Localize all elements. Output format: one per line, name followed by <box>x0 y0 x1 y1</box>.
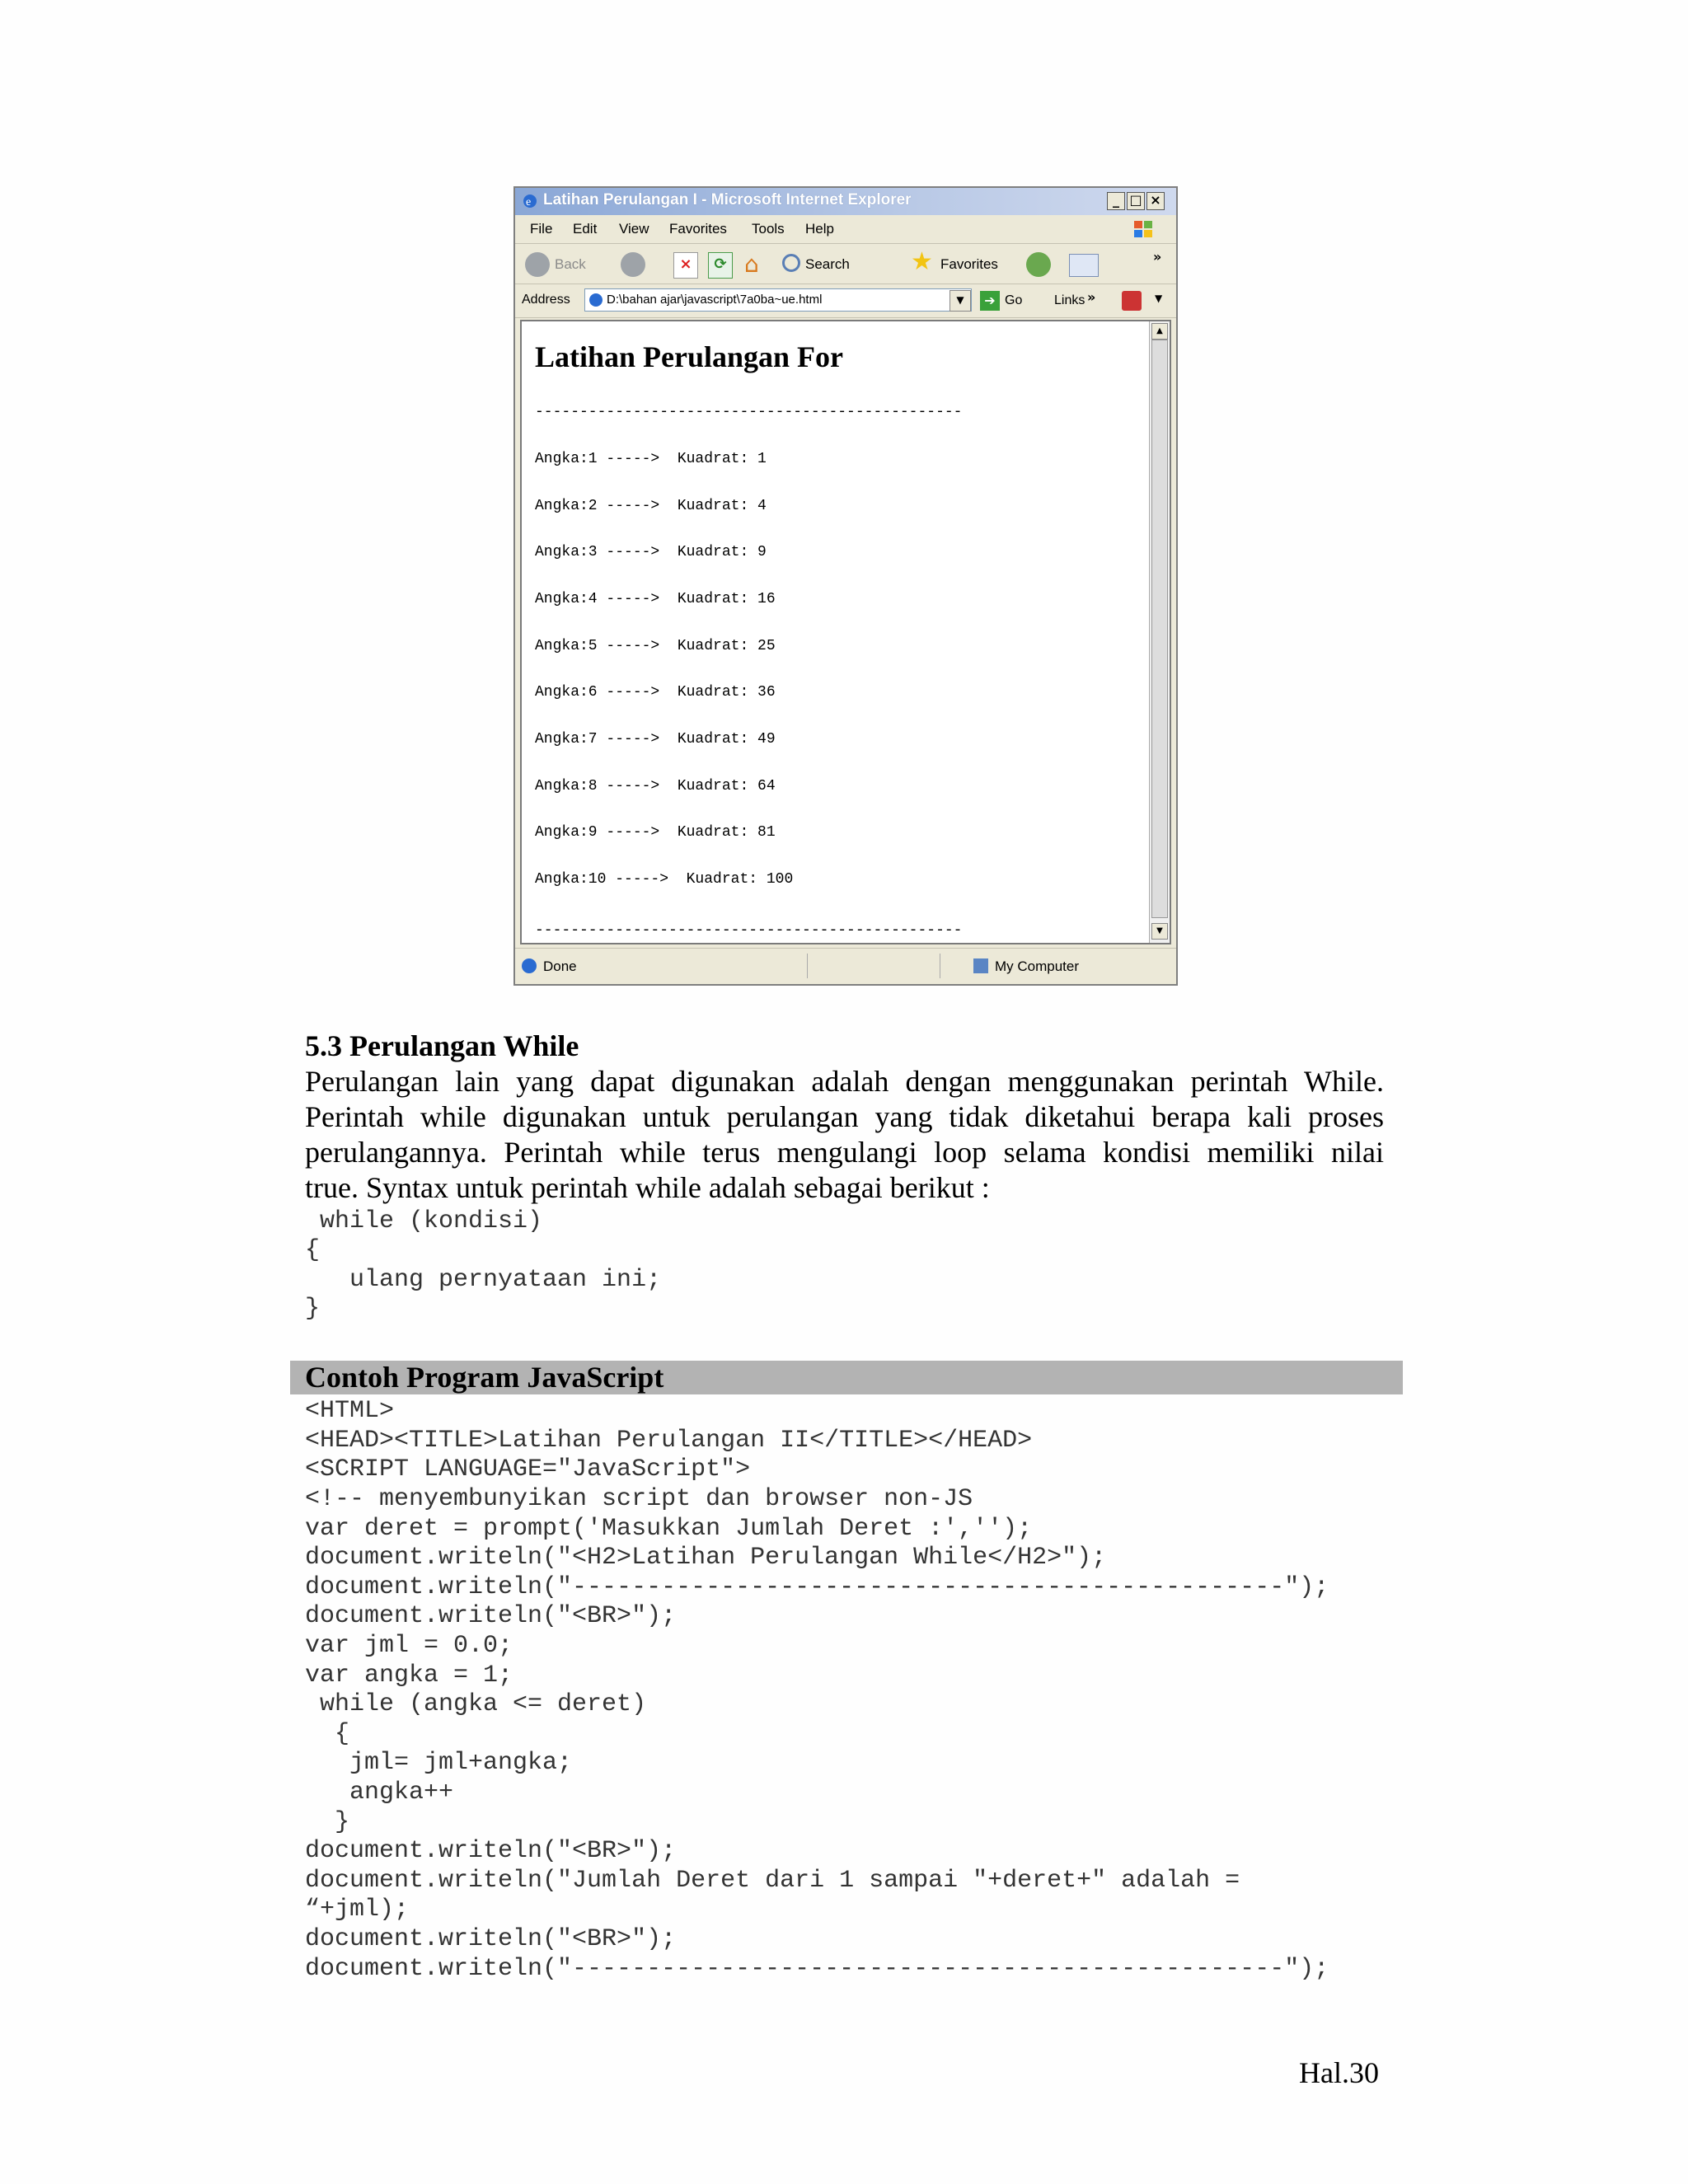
code-line: } <box>305 1808 350 1836</box>
example-heading: Contoh Program JavaScript <box>305 1361 664 1394</box>
toolbar-overflow-icon[interactable]: » <box>1153 249 1162 265</box>
browser-screenshot <box>513 186 1178 986</box>
maximize-button[interactable]: □ <box>1127 192 1145 210</box>
minimize-button[interactable]: _ <box>1107 192 1125 210</box>
output-row: Angka:3 -----> Kuadrat: 9 <box>535 544 767 560</box>
refresh-icon[interactable]: ⟳ <box>708 252 733 279</box>
search-icon[interactable] <box>782 254 800 272</box>
code-line: document.writeln("------------------------------------------------"); <box>305 1573 1329 1601</box>
paragraph-line: true. Syntax untuk perintah while adalah sebagai berikut : <box>305 1171 990 1204</box>
menu-edit[interactable]: Edit <box>573 221 598 237</box>
code-line: document.writeln("<BR>"); <box>305 1837 677 1865</box>
ie-logo-icon <box>522 193 538 209</box>
output-row: Angka:6 -----> Kuadrat: 36 <box>535 684 776 701</box>
divider-text-bottom: ------------------------------------------------ <box>535 922 963 939</box>
syntax-line: } <box>305 1295 321 1323</box>
acrobat-icon[interactable] <box>1122 291 1142 311</box>
code-line: var angka = 1; <box>305 1661 513 1690</box>
status-done: Done <box>543 958 577 974</box>
menu-bar <box>515 215 1176 244</box>
code-line: “+jml); <box>305 1896 410 1924</box>
section-heading: 5.3 Perulangan While <box>305 1029 579 1062</box>
page-viewport <box>520 320 1171 944</box>
scroll-thumb[interactable] <box>1151 340 1168 918</box>
scroll-down-icon[interactable]: ▼ <box>1151 923 1168 940</box>
output-row: Angka:10 -----> Kuadrat: 100 <box>535 871 794 888</box>
computer-icon <box>973 958 988 973</box>
code-line: <HEAD><TITLE>Latihan Perulangan II</TITLE></HEAD> <box>305 1427 1033 1455</box>
code-line: document.writeln("------------------------------------------------"); <box>305 1955 1329 1983</box>
status-panels <box>807 954 940 978</box>
syntax-line: while (kondisi) <box>305 1207 543 1235</box>
stop-icon[interactable]: × <box>673 252 698 279</box>
favorites-button[interactable]: Favorites <box>940 256 998 272</box>
menu-file[interactable]: File <box>530 221 553 237</box>
back-button[interactable]: Back <box>555 256 586 272</box>
go-button[interactable]: Go <box>1005 293 1023 307</box>
page-number: Hal.30 <box>1299 2056 1379 2089</box>
output-row: Angka:1 -----> Kuadrat: 1 <box>535 451 767 467</box>
syntax-line: { <box>305 1236 321 1264</box>
page-heading: Latihan Perulangan For <box>535 340 844 373</box>
links-label[interactable]: Links <box>1054 293 1085 307</box>
paragraph-line: Perulangan lain yang dapat digunakan adalah dengan menggunakan perintah While. <box>305 1065 1384 1098</box>
forward-arrow-icon[interactable] <box>621 252 645 277</box>
output-row: Angka:7 -----> Kuadrat: 49 <box>535 731 776 748</box>
favorites-star-icon[interactable]: ★ <box>911 247 933 276</box>
menu-tools[interactable]: Tools <box>752 221 785 237</box>
divider-text-top: ------------------------------------------------ <box>535 404 963 420</box>
output-row: Angka:2 -----> Kuadrat: 4 <box>535 498 767 514</box>
menu-favorites[interactable]: Favorites <box>669 221 727 237</box>
history-icon[interactable] <box>1026 252 1051 277</box>
status-page-icon <box>522 958 537 973</box>
windows-flag-icon <box>1132 218 1156 240</box>
menu-help[interactable]: Help <box>805 221 834 237</box>
page-icon <box>589 293 603 307</box>
output-row: Angka:9 -----> Kuadrat: 81 <box>535 824 776 841</box>
code-line: document.writeln("<BR>"); <box>305 1602 677 1630</box>
back-arrow-icon[interactable] <box>525 252 550 277</box>
acrobat-dropdown-icon[interactable]: ▼ <box>1155 293 1163 304</box>
scroll-up-icon[interactable]: ▲ <box>1151 323 1168 340</box>
code-line: <SCRIPT LANGUAGE="JavaScript"> <box>305 1455 751 1483</box>
search-button[interactable]: Search <box>805 256 850 272</box>
address-bar <box>515 284 1176 318</box>
go-arrow-icon[interactable]: ➔ <box>980 291 1000 311</box>
status-zone: My Computer <box>995 958 1080 974</box>
code-line: angka++ <box>305 1779 454 1807</box>
address-dropdown-icon[interactable]: ▼ <box>950 290 971 312</box>
paragraph-line: perulangannya. Perintah while terus mengulangi loop selama kondisi memiliki nilai <box>305 1136 1384 1169</box>
code-line: while (angka <= deret) <box>305 1690 647 1718</box>
close-button[interactable]: × <box>1146 192 1165 210</box>
status-bar <box>515 948 1176 985</box>
code-line: <HTML> <box>305 1397 395 1425</box>
code-line: document.writeln("Jumlah Deret dari 1 sampai "+deret+" adalah = <box>305 1867 1240 1895</box>
output-row: Angka:4 -----> Kuadrat: 16 <box>535 591 776 607</box>
mail-icon[interactable] <box>1069 254 1099 277</box>
browser-title-bar <box>515 188 1176 215</box>
code-line: var deret = prompt('Masukkan Jumlah Deret :',''); <box>305 1515 1033 1543</box>
output-row: Angka:5 -----> Kuadrat: 25 <box>535 638 776 654</box>
address-label: Address <box>522 293 570 307</box>
window-title: Latihan Perulangan I - Microsoft Internet Explorer <box>543 191 912 209</box>
code-line: var jml = 0.0; <box>305 1632 513 1660</box>
syntax-line: ulang pernyataan ini; <box>305 1266 662 1294</box>
home-icon[interactable]: ⌂ <box>744 251 759 278</box>
code-line: document.writeln("<BR>"); <box>305 1925 677 1953</box>
code-line: <!-- menyembunyikan script dan browser non-JS <box>305 1485 973 1513</box>
address-input[interactable]: D:\bahan ajar\javascript\7a0ba~ue.html <box>584 288 972 312</box>
toolbar <box>515 244 1176 284</box>
code-line: { <box>305 1720 350 1748</box>
code-line: jml= jml+angka; <box>305 1749 573 1777</box>
code-line: document.writeln("<H2>Latihan Perulangan While</H2>"); <box>305 1544 1107 1572</box>
paragraph-line: Perintah while digunakan untuk perulangan yang tidak diketahui berapa kali proses <box>305 1100 1384 1133</box>
svg-text:e: e <box>526 196 532 209</box>
links-overflow-icon[interactable]: » <box>1087 289 1096 305</box>
output-row: Angka:8 -----> Kuadrat: 64 <box>535 778 776 794</box>
vertical-scrollbar[interactable] <box>1149 321 1170 943</box>
menu-view[interactable]: View <box>619 221 649 237</box>
